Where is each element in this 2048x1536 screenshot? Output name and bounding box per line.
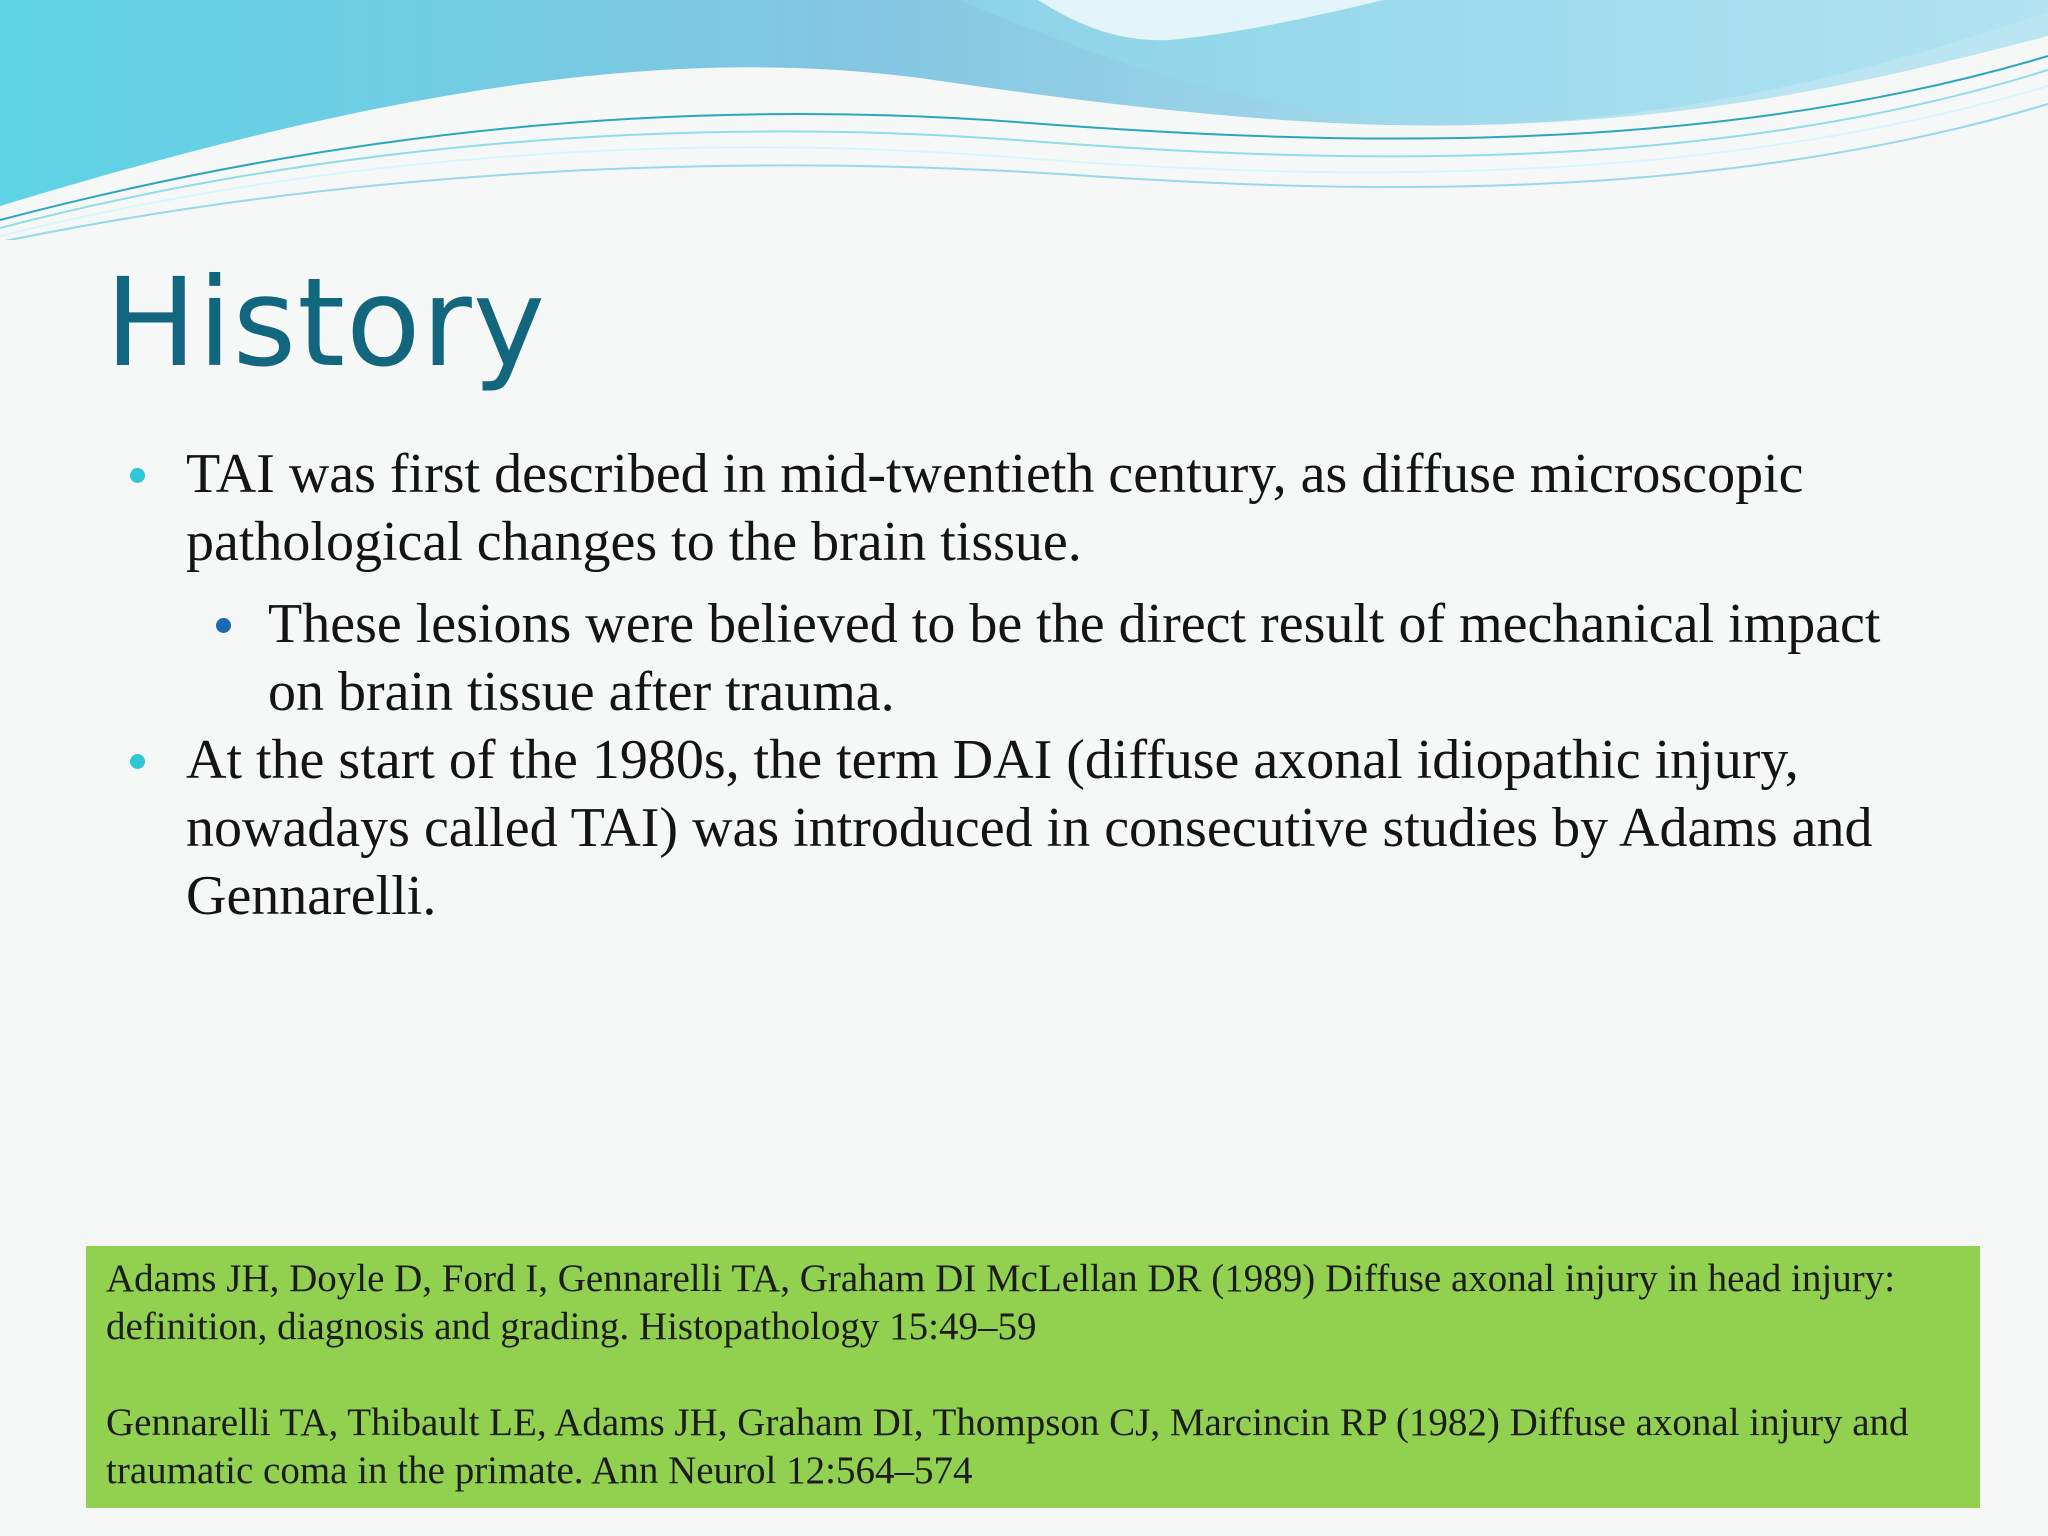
sub-bullet-dot-icon [216, 618, 231, 633]
slide-title: History [105, 252, 547, 394]
sub-bullet-text: These lesions were believed to be the direct result of mechanical impact on brain tissue after trauma. [268, 593, 1881, 723]
bullet-dot-icon [130, 468, 145, 483]
references-box [86, 1246, 1980, 1508]
bullet-item [120, 726, 1940, 930]
bullet-item [120, 440, 1940, 576]
header-wave-decoration [0, 0, 2048, 240]
bullet-text: At the start of the 1980s, the term DAI (diffuse axonal idiopathic injury, nowadays called TAI) was introduced in consecutive studies by Adams and Gennarelli. [186, 729, 1873, 927]
bullet-dot-icon [130, 754, 145, 769]
reference-item: Gennarelli TA, Thibault LE, Adams JH, Graham DI, Thompson CJ, Marcincin RP (1982) Diffuse axonal injury and traumatic coma in the primate. Ann Neurol 12:564–574 [106, 1401, 1909, 1492]
sub-bullet-item [120, 590, 1940, 726]
reference-item: Adams JH, Doyle D, Ford I, Gennarelli TA, Graham DI McLellan DR (1989) Diffuse axonal injury in head injury: definition, diagnosis and grading. Histopathology 15:49–59 [106, 1257, 1896, 1348]
bullet-text: TAI was first described in mid-twentieth century, as diffuse microscopic pathological changes to the brain tissue. [186, 443, 1804, 573]
bullet-list [120, 440, 1940, 930]
